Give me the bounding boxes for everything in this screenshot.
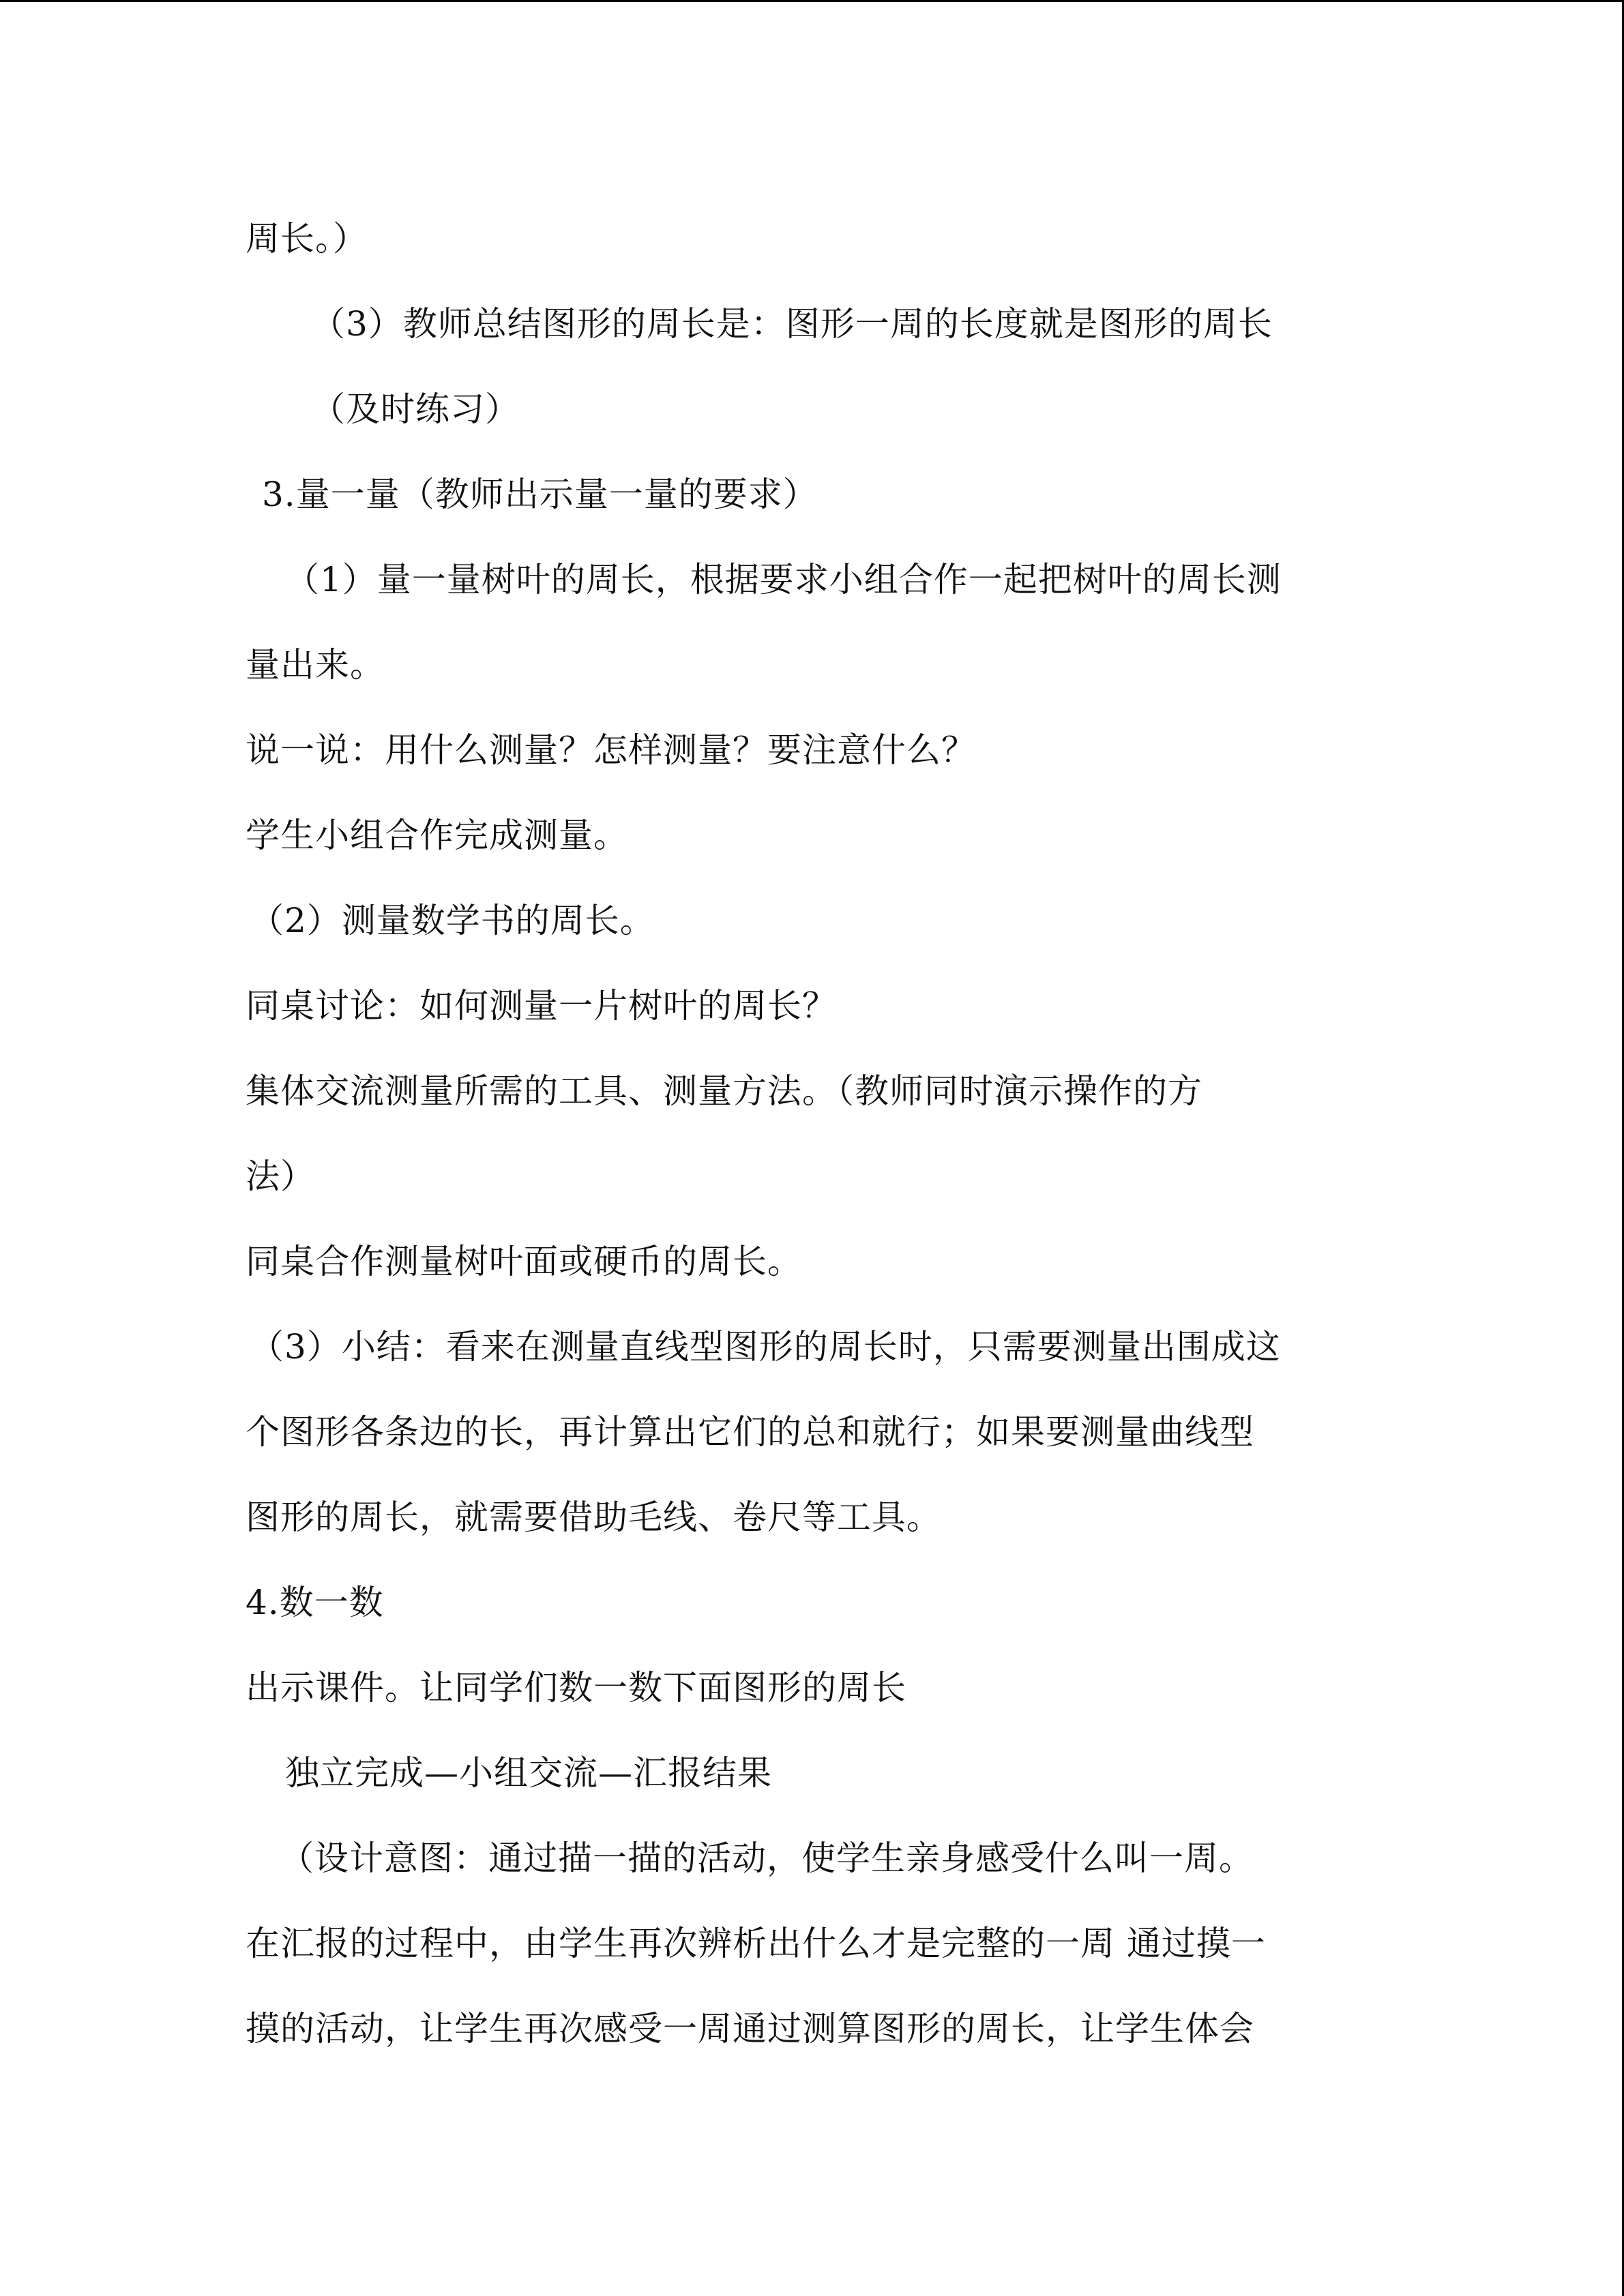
text-line: 出示课件。让同学们数一数下面图形的周长 — [246, 1668, 906, 1708]
text-line: 摸的活动，让学生再次感受一周通过测算图形的周长，让学生体会 — [246, 2009, 1254, 2048]
text-line: （1）量一量树叶的周长，根据要求小组合作一起把树叶的周长测 — [285, 560, 1282, 599]
text-line: 集体交流测量所需的工具、测量方法。（教师同时演示操作的方 — [246, 1071, 1202, 1111]
text-line: 图形的周长，就需要借助毛线、卷尺等工具。 — [246, 1497, 941, 1537]
text-line: 周长。） — [246, 219, 368, 258]
text-line: 独立完成—小组交流—汇报结果 — [285, 1753, 772, 1793]
text-line: 在汇报的过程中，由学生再次辨析出什么才是完整的一周 通过摸一 — [246, 1924, 1266, 1963]
text-line: （3）小结：看来在测量直线型图形的周长时，只需要测量出围成这 — [250, 1327, 1281, 1367]
text-line: （2）测量数学书的周长。 — [250, 901, 655, 940]
text-line: 个图形各条边的长，再计算出它们的总和就行；如果要测量曲线型 — [246, 1412, 1254, 1452]
text-line: （及时练习） — [311, 389, 520, 429]
text-line: （设计意图：通过描一描的活动，使学生亲身感受什么叫一周。 — [280, 1838, 1254, 1878]
text-line: 同桌合作测量树叶面或硬币的周长。 — [246, 1242, 802, 1281]
text-line: 同桌讨论：如何测量一片树叶的周长？ — [246, 986, 837, 1026]
text-line: 法） — [246, 1157, 315, 1196]
text-line: 量出来。 — [246, 645, 385, 685]
text-line: 说一说：用什么测量？怎样测量？要注意什么？ — [246, 730, 976, 770]
section-heading: 3.量一量（教师出示量一量的要求） — [262, 475, 818, 514]
section-heading: 4.数一数 — [246, 1583, 384, 1622]
text-line: 学生小组合作完成测量。 — [246, 816, 628, 855]
text-line: （3）教师总结图形的周长是：图形一周的长度就是图形的周长 — [311, 304, 1273, 344]
